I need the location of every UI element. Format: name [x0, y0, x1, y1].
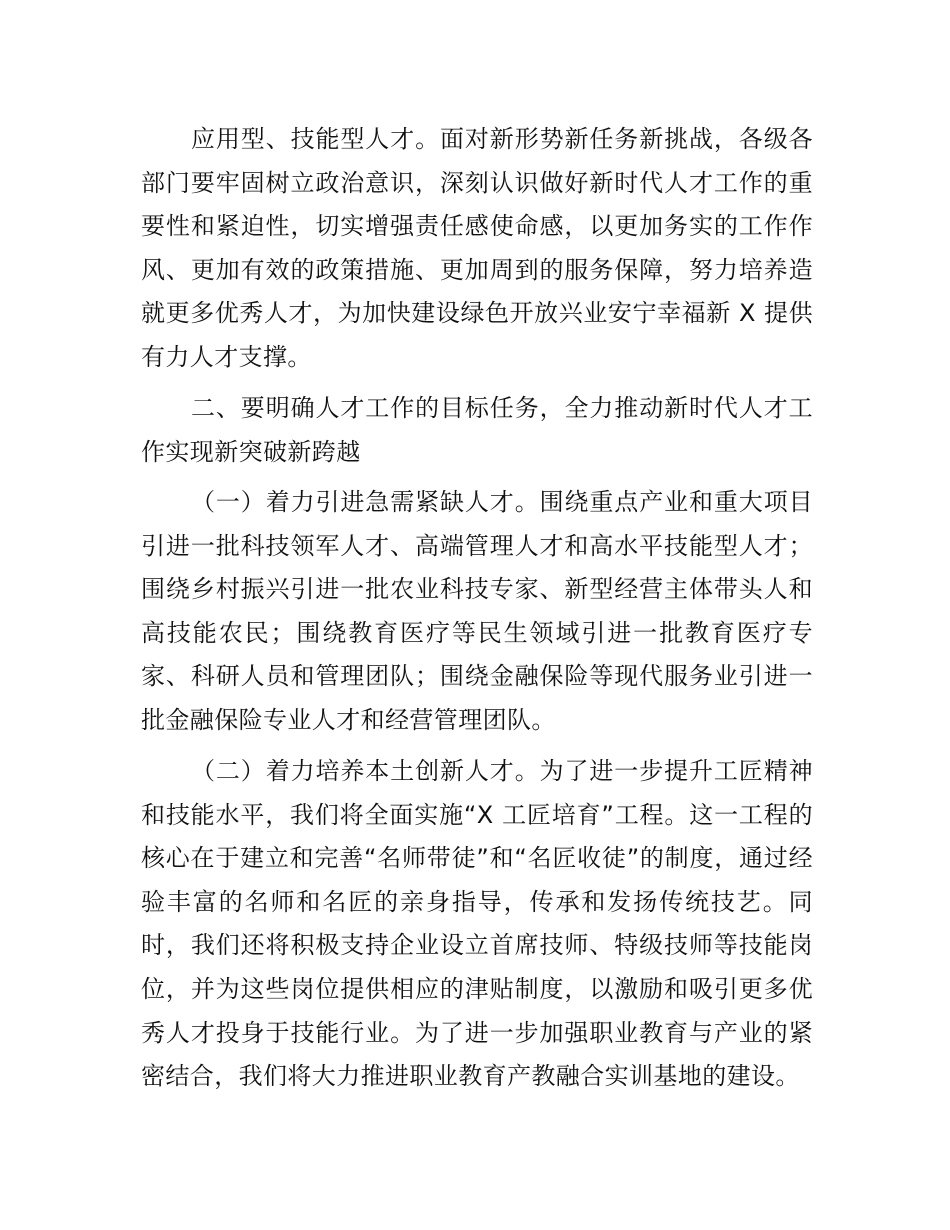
paragraph-text: 应用型、技能型人才。面对新形势新任务新挑战，各级各部门要牢固树立政治意识，深刻认识做好新时代人才工作的重要性和紧迫性，切实增强责任感使命感，以更加务实的工作作风、更加有效的政策措施、更加周到的服务保障，努力培养造就更多优秀人才，为加快建设绿色开放兴业安宁幸福新 X 提供有力人才支撑。 [141, 125, 813, 371]
body-paragraph-introduce-talent [141, 481, 813, 743]
paragraph-text: （一）着力引进急需紧缺人才。围绕重点产业和重大项目引进一批科技领军人才、高端管理人才和高水平技能型人才；围绕乡村振兴引进一批农业科技专家、新型经营主体带头人和高技能农民；围绕教育医疗等民生领域引进一批教育医疗专家、科研人员和管理团队；围绕金融保险等现代服务业引进一批金融保险专业人才和经营管理团队。 [141, 488, 813, 734]
body-paragraph-cultivate-talent [141, 750, 813, 1099]
paragraph-text: （二）着力培养本土创新人才。为了进一步提升工匠精神和技能水平，我们将全面实施“X 工匠培育”工程。这一工程的核心在于建立和完善“名师带徒”和“名匠收徒”的制度，通过经验丰富的名师和名匠的亲身指导，传承和发扬传统技艺。同时，我们还将积极支持企业设立首席技师、特级技师等技能岗位，并为这些岗位提供相应的津贴制度，以激励和吸引更多优秀人才投身于技能行业。为了进一步加强职业教育与产业的紧密结合，我们将大力推进职业教育产教融合实训基地的建设。 [141, 757, 813, 1091]
body-paragraph-talent-awareness [141, 118, 813, 380]
section-heading-text: 二、要明确人才工作的目标任务，全力推动新时代人才工作实现新突破新跨越 [141, 394, 813, 466]
section-heading-two [141, 387, 813, 474]
